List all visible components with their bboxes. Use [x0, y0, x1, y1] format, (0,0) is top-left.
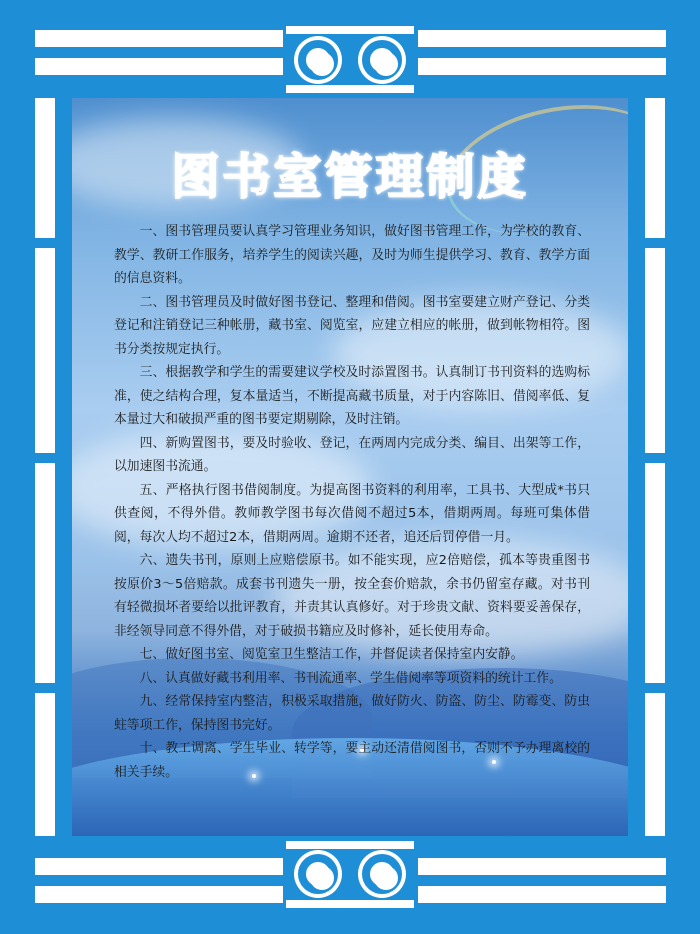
regulation-item: 四、新购置图书，要及时验收、登记，在两周内完成分类、编目、出架等工作，以加速图书流通。 [114, 435, 590, 474]
frame-bar [35, 58, 283, 75]
frame-bar [645, 248, 665, 453]
frame-bar [35, 248, 55, 453]
frame-bar [35, 463, 55, 683]
frame-bar [418, 858, 666, 875]
regulation-item: 二、图书管理员及时做好图书登记、整理和借阅。图书室要建立财产登记、分类登记和注销登记三种帐册，藏书室、阅览室，应建立相应的帐册，做到帐物相符。图书分类按规定执行。 [114, 294, 590, 357]
frame-bar [645, 693, 665, 836]
regulation-item: 十、教工调离、学生毕业、转学等，要主动还清借阅图书，否则不予办理离校的相关手续。 [114, 741, 590, 780]
regulation-item: 五、严格执行图书借阅制度。为提高图书资料的利用率，工具书、大型成*书只供查阅，不得外借。教师教学图书每次借阅不超过5本，借期两周。每班可集体借阅，每次人均不超过2本，借期两周。逾期不还者，追还后罚停借一月。 [114, 482, 590, 545]
frame-bar [418, 30, 666, 47]
regulation-item: 三、根据教学和学生的需要建议学校及时添置图书。认真制订书刊资料的选购标准，使之结构合理，复本量适当，不断提高藏书质量，对于内容陈旧、借阅率低、复本量过大和破损严重的图书要定期剔除，及时注销。 [114, 365, 590, 427]
frame-bar [645, 98, 665, 238]
frame-bar [418, 886, 666, 903]
regulation-item: 八、认真做好藏书利用率、书刊流通率、学生借阅率等项资料的统计工作。 [139, 670, 562, 686]
frame-bar [418, 58, 666, 75]
regulation-text [114, 220, 590, 784]
circle-ornament-icon [362, 854, 402, 894]
frame-bar [35, 30, 283, 47]
frame-bar [286, 841, 414, 849]
frame-bar [286, 85, 414, 93]
regulation-item: 一、图书管理员要认真学习管理业务知识，做好图书管理工作，为学校的教育、教学、教研工作服务，培养学生的阅读兴趣，及时为师生提供学习、教育、教学方面的信息资料。 [114, 224, 590, 286]
regulation-item: 六、遗失书刊，原则上应赔偿原书。如不能实现，应2倍赔偿，孤本等贵重图书按原价3～5倍赔款。成套书刊遗失一册，按全套价赔款，余书仍留室存藏。对书刊有轻微损坏者要给以批评教育，并责其认真修好。对于珍贵文献、资料要妥善保存，非经领导同意不得外借，对于破损书籍应及时修补，延长使用寿命。 [114, 553, 590, 639]
frame-bar [35, 98, 55, 238]
frame-bar [286, 900, 414, 908]
circle-ornament-icon [298, 40, 338, 80]
poster-title: 图书室管理制度 [171, 149, 529, 205]
regulation-item: 七、做好图书室、阅览室卫生整洁工作，并督促读者保持室内安静。 [139, 647, 524, 662]
circle-ornament-icon [362, 40, 402, 80]
content-panel [72, 98, 628, 836]
frame-bar [35, 858, 283, 875]
frame-bar [286, 26, 414, 34]
regulation-item: 九、经常保持室内整洁，积极采取措施，做好防火、防盗、防尘、防霉变、防虫蛀等项工作，保持图书完好。 [114, 694, 590, 733]
frame-bar [645, 463, 665, 683]
frame-bar [35, 886, 283, 903]
circle-ornament-icon [298, 854, 338, 894]
frame-bar [35, 693, 55, 836]
